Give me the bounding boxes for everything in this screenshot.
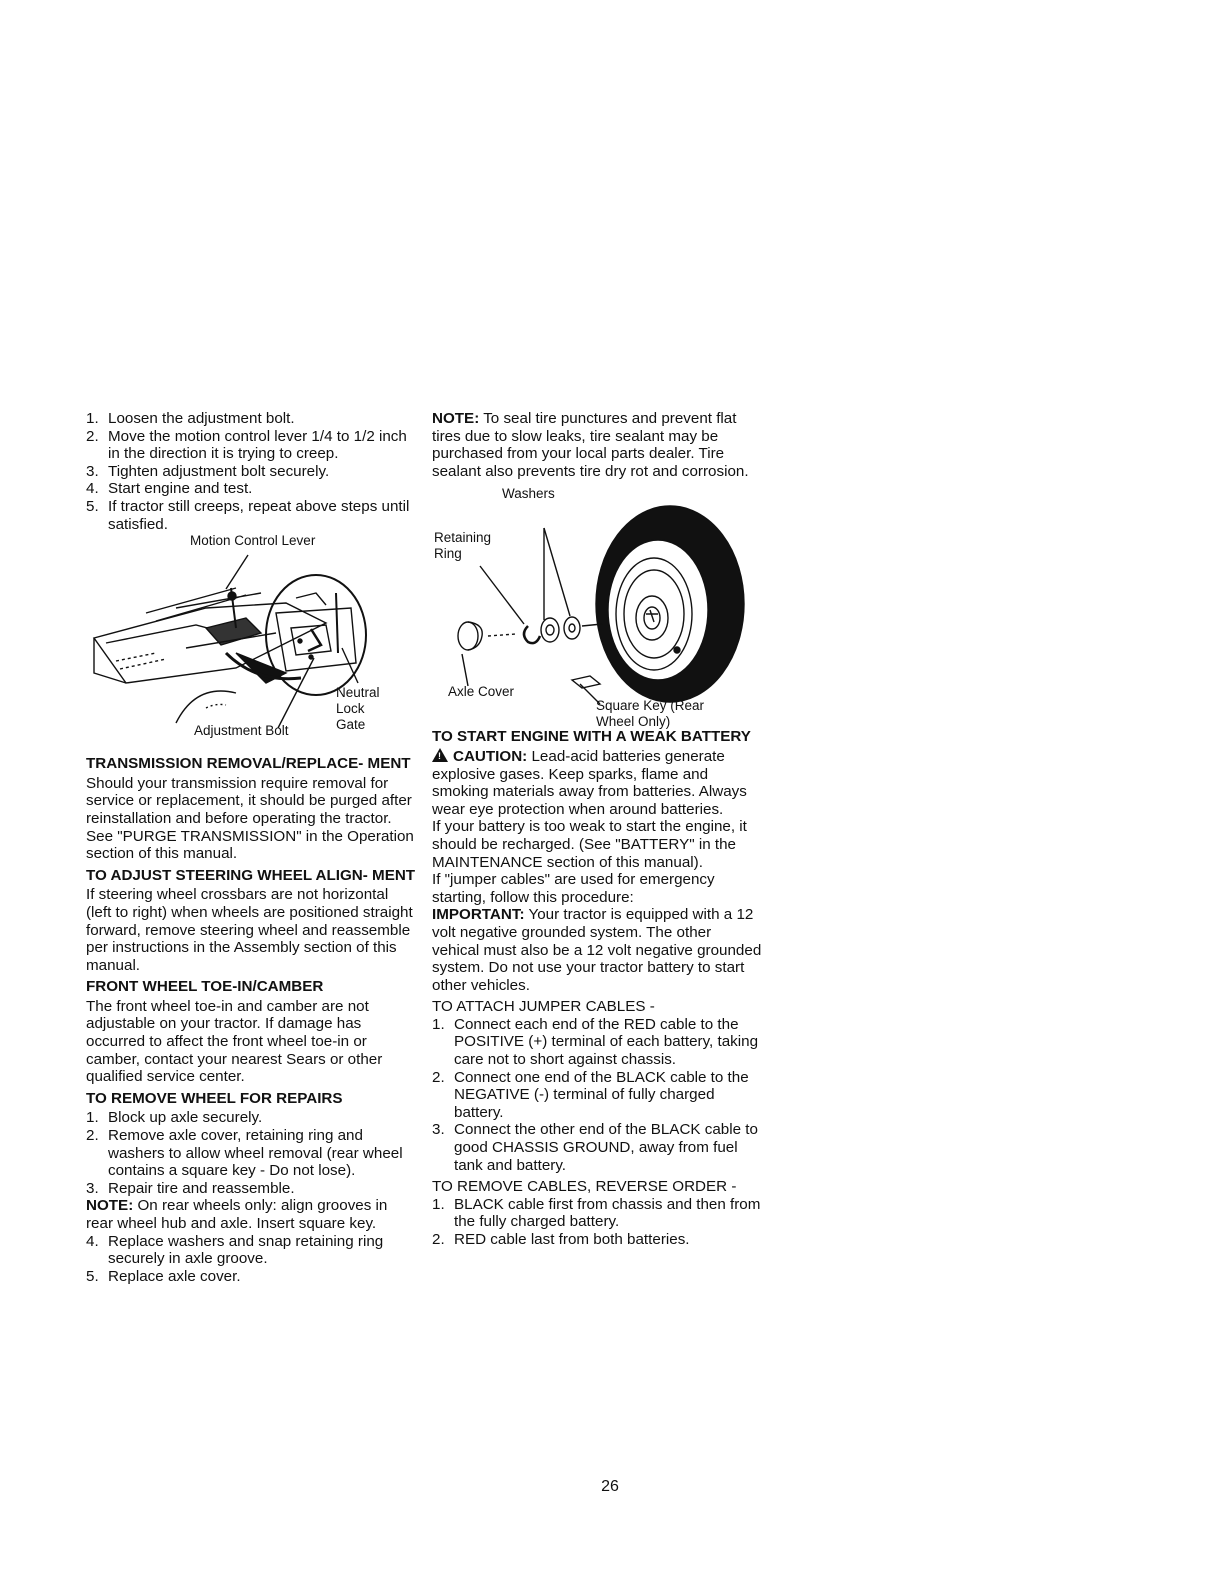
step-number: 2. xyxy=(86,1127,99,1145)
tire-sealant-note xyxy=(432,410,762,480)
step-number: 4. xyxy=(86,480,99,498)
step-number: 3. xyxy=(432,1121,445,1139)
important-text: Your tractor is equipped with a 12 volt negative grounded system. The other vehical must also be a 12 volt negative grounded system. Do not use your tractor battery to start other vehicles. xyxy=(432,906,762,994)
axle-cover-label: Axle Cover xyxy=(448,684,515,700)
step-text: Move the motion control lever 1/4 to 1/2 inch in the direction it is trying to creep. xyxy=(108,427,407,463)
transmission-heading: TRANSMISSION REMOVAL/REPLACE- MENT xyxy=(86,755,411,773)
step-text: Loosen the adjustment bolt. xyxy=(108,410,295,427)
motion-control-figure xyxy=(86,533,416,739)
left-column xyxy=(86,410,416,1285)
step-number: 1. xyxy=(86,410,99,427)
list-item xyxy=(86,1109,416,1127)
important-label: IMPORTANT: xyxy=(432,906,525,924)
warning-triangle-icon: ! xyxy=(432,748,448,762)
step-text: Block up axle securely. xyxy=(108,1109,263,1127)
step-number: 1. xyxy=(432,1195,445,1213)
step-number: 5. xyxy=(86,1267,99,1285)
attach-cables-heading: TO ATTACH JUMPER CABLES - xyxy=(432,998,655,1016)
step-number: 2. xyxy=(432,1231,445,1248)
remove-wheel-steps-continued xyxy=(86,1233,416,1286)
list-item xyxy=(86,498,416,533)
note-text: To seal tire punctures and prevent flat tires due to slow leaks, tire sealant may be purchased from your local parts dealer. Tire sealant also prevents tire dry rot and corrosion. xyxy=(432,410,749,480)
step-text: BLACK cable first from chassis and then from the fully charged battery. xyxy=(454,1195,761,1231)
caution-paragraph xyxy=(432,748,762,818)
list-item xyxy=(432,1231,762,1249)
list-item xyxy=(86,428,416,463)
step-text: Replace washers and snap retaining ring securely in axle groove. xyxy=(108,1232,384,1268)
step-text: Start engine and test. xyxy=(108,480,253,498)
step-number: 5. xyxy=(86,497,99,515)
step-text: If tractor still creeps, repeat above steps until satisfied. xyxy=(108,497,410,533)
square-key-label: Square Key (Rear Wheel Only) xyxy=(596,698,705,730)
list-item xyxy=(432,1196,762,1231)
recharge-paragraph: If your battery is too weak to start the engine, it should be recharged. (See "BATTERY" in the MAINTENANCE section of this manual). xyxy=(432,818,747,871)
step-text: Replace axle cover. xyxy=(108,1267,241,1285)
step-text: RED cable last from both batteries. xyxy=(454,1231,690,1248)
remove-cables-steps xyxy=(432,1196,762,1249)
remove-wheel-steps xyxy=(86,1109,416,1197)
wheel-removal-figure xyxy=(432,486,762,730)
neutral-lock-gate-label: Neutral Lock Gate xyxy=(336,685,380,733)
steering-body: If steering wheel crossbars are not horizontal (left to right) when wheels are positioned straight forward, remove steering wheel and reassemble per instructions in the Assembly section of this manual. xyxy=(86,886,413,974)
caution-text: Lead-acid batteries generate explosive gases. Keep sparks, flame and smoking materials away from batteries. Always wear eye protection when around batteries. xyxy=(432,747,747,818)
step-text: Tighten adjustment bolt securely. xyxy=(108,462,330,480)
steering-heading: TO ADJUST STEERING WHEEL ALIGN- MENT xyxy=(86,866,416,884)
step-number: 3. xyxy=(86,1179,99,1197)
right-column xyxy=(432,410,762,1249)
step-number: 2. xyxy=(86,427,99,445)
toe-in-body: The front wheel toe-in and camber are not adjustable on your tractor. If damage has occurred to affect the front wheel toe-in or camber, contact your nearest Sears or other qualified service center. xyxy=(86,997,383,1086)
toe-in-heading: FRONT WHEEL TOE-IN/CAMBER xyxy=(86,978,324,996)
step-text: Connect each end of the RED cable to the POSITIVE (+) terminal of each battery, taking care not to short against chassis. xyxy=(454,1015,759,1069)
list-item xyxy=(86,1233,416,1268)
list-item xyxy=(432,1069,762,1122)
note-label: NOTE: xyxy=(432,410,480,427)
step-number: 4. xyxy=(86,1232,99,1250)
step-text: Connect the other end of the BLACK cable to good CHASSIS GROUND, away from fuel tank and battery. xyxy=(454,1121,758,1174)
motion-control-lever-label: Motion Control Lever xyxy=(190,533,316,549)
adjustment-bolt-label: Adjustment Bolt xyxy=(194,723,289,739)
step-number: 1. xyxy=(432,1015,445,1033)
step-number: 1. xyxy=(86,1109,99,1127)
note-label: NOTE: xyxy=(86,1197,134,1215)
step-text: Remove axle cover, retaining ring and washers to allow wheel removal (rear wheel contains a square key - Do not lose). xyxy=(108,1127,403,1180)
step-text: Connect one end of the BLACK cable to the NEGATIVE (-) terminal of fully charged battery. xyxy=(454,1068,749,1121)
rear-wheel-note xyxy=(86,1197,416,1232)
list-item xyxy=(86,1127,416,1180)
list-item xyxy=(86,410,416,428)
page-number: 26 xyxy=(601,1478,619,1495)
remove-wheel-heading: TO REMOVE WHEEL FOR REPAIRS xyxy=(86,1089,343,1107)
note-text: On rear wheels only: align grooves in rear wheel hub and axle. Insert square key. xyxy=(86,1197,388,1232)
transmission-body: Should your transmission require removal for service or replacement, it should be purged after reinstallation and before operating the tractor. See "PURGE TRANSMISSION" in the Operation section of this manual. xyxy=(86,774,414,863)
weak-battery-heading: TO START ENGINE WITH A WEAK BATTERY xyxy=(432,728,751,746)
step-number: 2. xyxy=(432,1068,445,1086)
list-item xyxy=(432,1016,762,1069)
step-number: 3. xyxy=(86,462,99,480)
list-item xyxy=(86,480,416,498)
attach-cables-steps xyxy=(432,1016,762,1174)
step-text: Repair tire and reassemble. xyxy=(108,1179,295,1197)
list-item xyxy=(86,1268,416,1286)
washers-label: Washers xyxy=(502,486,555,502)
creep-adjust-steps xyxy=(86,410,416,533)
retaining-ring-label: Retaining Ring xyxy=(434,530,492,562)
list-item xyxy=(86,1180,416,1198)
jumper-cables-paragraph: If "jumper cables" are used for emergency starting, follow this procedure: xyxy=(432,871,715,906)
caution-label: CAUTION: xyxy=(453,747,528,765)
list-item xyxy=(86,463,416,481)
list-item xyxy=(432,1121,762,1174)
remove-cables-heading: TO REMOVE CABLES, REVERSE ORDER - xyxy=(432,1178,737,1196)
important-paragraph xyxy=(432,906,762,994)
